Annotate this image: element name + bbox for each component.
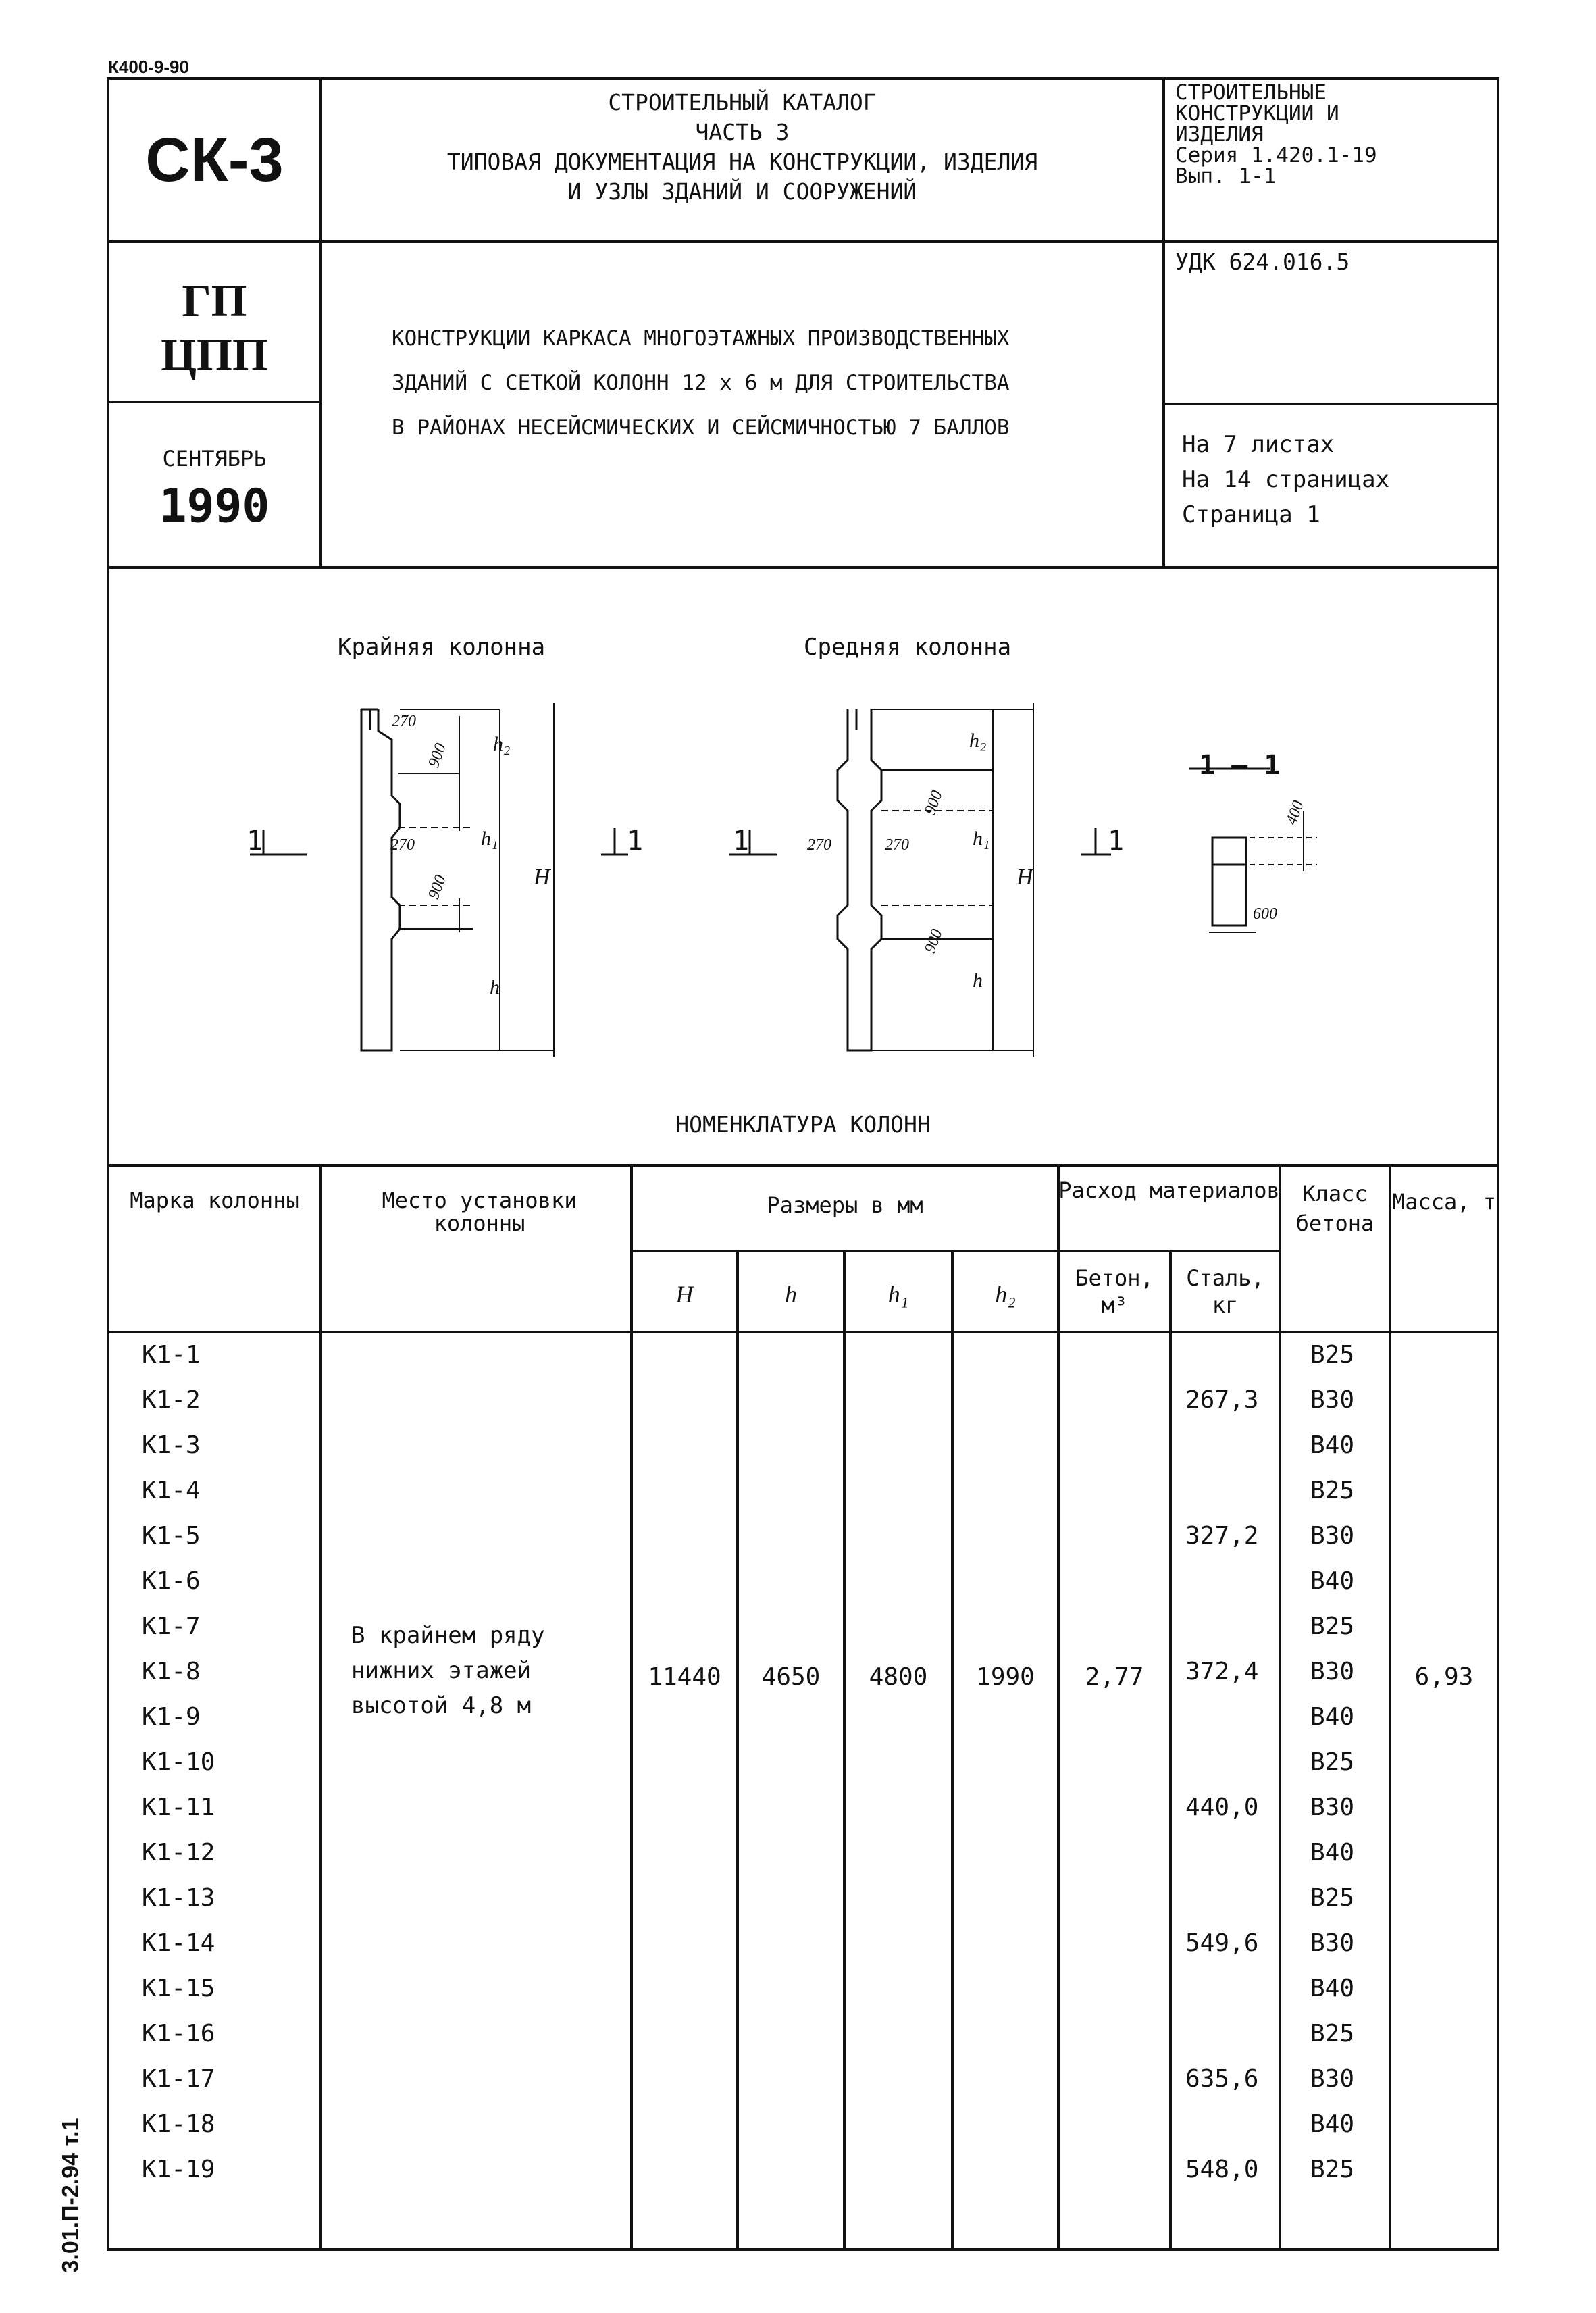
- header-consumption: Расход материалов: [1058, 1177, 1280, 1203]
- class-cell: В25: [1310, 1612, 1355, 1640]
- dim-270-edge-mid: 270: [390, 836, 415, 854]
- H-mid: H: [1016, 865, 1033, 890]
- cell-h: 4650: [761, 1663, 821, 1691]
- class-cell: В25: [1310, 2156, 1355, 2183]
- class-cell: В25: [1310, 1884, 1355, 1912]
- header-beton: Бетон, м³: [1075, 1265, 1154, 1318]
- class-cell: В40: [1310, 1567, 1355, 1595]
- class-cell: В40: [1310, 1975, 1355, 2002]
- class-cell: В25: [1310, 2020, 1355, 2048]
- steel-cell: 372,4: [1185, 1658, 1259, 1685]
- cell-beton: 2,77: [1085, 1663, 1144, 1691]
- mark-cell: К1-18: [142, 2110, 215, 2138]
- header-h: h: [785, 1281, 797, 1308]
- side-code: 3.01.П-2.94 т.1: [57, 2118, 84, 2273]
- cell-h1: 4800: [869, 1663, 928, 1691]
- h-mid: h: [973, 969, 983, 992]
- table-title: НОМЕНКЛАТУРА КОЛОНН: [675, 1111, 931, 1138]
- steel-cell: 327,2: [1185, 1522, 1259, 1550]
- header-H: H: [675, 1281, 694, 1308]
- mark-cell: К1-17: [142, 2065, 215, 2093]
- h1-edge: h₁: [481, 828, 498, 850]
- dim-270-edge-top: 270: [392, 713, 416, 730]
- middle-column-label: Средняя колонна: [804, 634, 1012, 661]
- cut-mark-left-2: 1: [733, 825, 750, 857]
- h2-edge: h₂: [493, 733, 511, 755]
- cell-h2: 1990: [976, 1663, 1035, 1691]
- series-info: СТРОИТЕЛЬНЫЕ КОНСТРУКЦИИ И ИЗДЕЛИЯ Серия 1.420.1-19 Вып. 1-1: [1175, 80, 1377, 188]
- h2-mid: h₂: [969, 730, 987, 752]
- edge-column-label: Крайняя колонна: [338, 634, 546, 661]
- org-mark: ГП ЦПП: [161, 275, 268, 380]
- dim-270-mid-right: 270: [885, 836, 909, 854]
- section-label: 1 — 1: [1199, 750, 1281, 781]
- cut-mark-left: 1: [247, 825, 263, 857]
- mark-cell: К1-1: [142, 1341, 201, 1369]
- steel-cell: 440,0: [1185, 1794, 1259, 1821]
- header-steel: Сталь, кг: [1186, 1265, 1264, 1318]
- header-h2: h₂: [995, 1281, 1016, 1308]
- cut-mark-right-2: 1: [1108, 825, 1125, 857]
- class-cell: В30: [1310, 1522, 1355, 1550]
- steel-cell: 549,6: [1185, 1929, 1259, 1957]
- place-cell: В крайнем ряду нижних этажей высотой 4,8 м: [351, 1622, 545, 1719]
- mark-cell: К1-3: [142, 1431, 201, 1459]
- document-code: К400-9-90: [108, 57, 189, 77]
- class-cell: В25: [1310, 1477, 1355, 1504]
- mark-cell: К1-14: [142, 1929, 215, 1957]
- mark-cell: К1-6: [142, 1567, 201, 1595]
- mark-cell: К1-2: [142, 1386, 201, 1414]
- sheet-info: На 7 листах На 14 страницах Страница 1: [1182, 431, 1390, 528]
- dim-900-edge-top: 900: [425, 740, 450, 770]
- class-cell: В30: [1310, 1794, 1355, 1821]
- mark-cell: К1-11: [142, 1794, 215, 1821]
- header-place: Место установки колонны: [382, 1188, 577, 1236]
- h1-mid: h₁: [973, 828, 990, 850]
- class-cell: В40: [1310, 2110, 1355, 2138]
- mark-cell: К1-10: [142, 1748, 215, 1776]
- header-mark: Марка колонны: [130, 1188, 299, 1213]
- header-sizes: Размеры в мм: [767, 1192, 923, 1218]
- dim-900-edge-bottom: 900: [425, 872, 450, 902]
- edge-column-shape: [361, 703, 554, 1057]
- mark-cell: К1-16: [142, 2020, 215, 2048]
- dim-900-mid-top: 900: [921, 788, 946, 817]
- mark-cell: К1-4: [142, 1477, 201, 1504]
- class-cell: В30: [1310, 1386, 1355, 1414]
- class-cell: В30: [1310, 2065, 1355, 2093]
- cut-mark-right: 1: [627, 825, 644, 857]
- catalog-title: СТРОИТЕЛЬНЫЙ КАТАЛОГ ЧАСТЬ 3 ТИПОВАЯ ДОКУМЕНТАЦИЯ НА КОНСТРУКЦИИ, ИЗДЕЛИЯ И УЗЛЫ ЗДАНИЙ И СООРУЖЕНИЙ: [446, 89, 1038, 205]
- steel-cell: 267,3: [1185, 1386, 1259, 1414]
- steel-cell: 548,0: [1185, 2156, 1259, 2183]
- dim-400: 400: [1283, 798, 1308, 828]
- class-cell: В25: [1310, 1748, 1355, 1776]
- dim-600: 600: [1253, 905, 1277, 923]
- class-cell: В25: [1310, 1341, 1355, 1369]
- publication-month: СЕНТЯБРЬ: [162, 446, 267, 472]
- class-cell: В30: [1310, 1929, 1355, 1957]
- dim-270-mid-left: 270: [807, 836, 831, 854]
- steel-cell: 635,6: [1185, 2065, 1259, 2093]
- header-mass: Масса, т: [1391, 1189, 1497, 1215]
- mark-cell: К1-5: [142, 1522, 201, 1550]
- mark-cell: К1-19: [142, 2156, 215, 2183]
- mark-cell: К1-15: [142, 1975, 215, 2002]
- mark-cell: К1-7: [142, 1612, 201, 1640]
- H-edge: H: [534, 865, 550, 890]
- class-cell: В40: [1310, 1703, 1355, 1731]
- publication-year: 1990: [159, 480, 270, 533]
- class-cell: В40: [1310, 1839, 1355, 1866]
- header-concrete-class: Класс бетона: [1295, 1181, 1374, 1236]
- catalog-code: СК-3: [145, 126, 284, 195]
- udk-code: УДК 624.016.5: [1175, 249, 1350, 275]
- header-h1: h₁: [887, 1281, 909, 1308]
- dim-900-mid-bottom: 900: [921, 926, 946, 956]
- mark-cell: К1-13: [142, 1884, 215, 1912]
- mark-cell: К1-12: [142, 1839, 215, 1866]
- mark-cell: К1-8: [142, 1658, 201, 1685]
- cell-mass: 6,93: [1414, 1663, 1474, 1691]
- document-title: КОНСТРУКЦИИ КАРКАСА МНОГОЭТАЖНЫХ ПРОИЗВОДСТВЕННЫХ ЗДАНИЙ С СЕТКОЙ КОЛОНН 12 х 6 м ДЛЯ СТРОИТЕЛЬСТВА В РАЙОНАХ НЕСЕЙСМИЧЕСКИХ И СЕЙСМИЧНОСТЬЮ 7 БАЛЛОВ: [392, 326, 1010, 440]
- class-cell: В30: [1310, 1658, 1355, 1685]
- h-edge: h: [490, 976, 500, 998]
- cell-H: 11440: [648, 1663, 721, 1691]
- mark-cell: К1-9: [142, 1703, 201, 1731]
- class-cell: В40: [1310, 1431, 1355, 1459]
- middle-column-shape: [838, 703, 1033, 1057]
